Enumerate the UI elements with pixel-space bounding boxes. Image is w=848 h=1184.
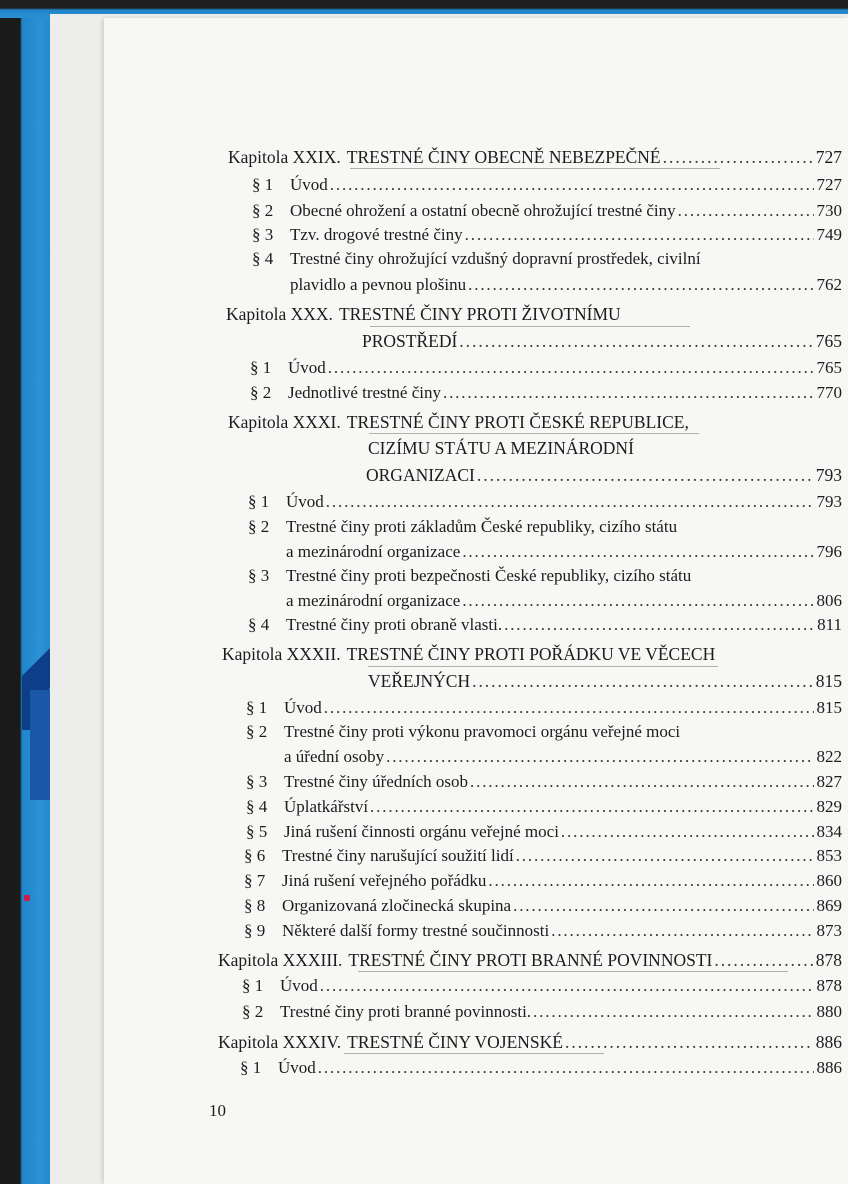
page-number: 869: [816, 896, 842, 915]
toc-section-continued: [286, 590, 842, 612]
toc-page: [104, 18, 848, 1184]
page-number: 811: [817, 615, 842, 634]
page-number: 796: [816, 542, 842, 561]
page-number: 793: [816, 492, 842, 511]
underline: [358, 971, 788, 972]
page-number: 815: [815, 671, 842, 691]
toc-section: [246, 796, 842, 818]
toc-section: [244, 870, 842, 892]
chapter-title: TRESTNÉ ČINY OBECNĚ NEBEZPEČNÉ: [346, 147, 661, 167]
chapter-label: Kapitola XXIX.: [228, 147, 341, 167]
section-title: Jednotlivé trestné činy: [288, 383, 441, 402]
toc-section: [246, 821, 842, 843]
toc-section: [242, 975, 842, 997]
toc-section: [252, 248, 842, 270]
section-number: § 3: [252, 225, 274, 244]
page-number: 827: [816, 772, 842, 791]
chapter-title: TRESTNÉ ČINY PROTI ČESKÉ REPUBLICE,: [346, 412, 689, 432]
section-number: § 2: [252, 201, 274, 220]
section-number: § 1: [242, 976, 264, 995]
toc-chapter: [228, 146, 842, 168]
page-number: 886: [815, 1032, 842, 1052]
section-number: § 2: [246, 722, 268, 741]
section-title: Trestné činy proti obraně vlasti.: [286, 615, 503, 634]
section-title: Obecné ohrožení a ostatní obecně ohrožující trestné činy: [290, 201, 676, 220]
underline: [350, 168, 720, 169]
page-number: 730: [816, 201, 842, 220]
toc-section: [250, 357, 842, 379]
toc-section: [242, 1001, 842, 1023]
section-title: Trestné činy proti základům České republiky, cizího státu: [286, 517, 678, 536]
toc-chapter-continued: [368, 670, 842, 692]
underline: [370, 326, 690, 327]
section-title: Úvod: [284, 698, 322, 717]
toc-chapter-continued: [366, 464, 842, 486]
section-number: § 2: [250, 383, 272, 402]
toc-section: [248, 491, 842, 513]
toc-section: [252, 200, 842, 222]
page-number: 770: [816, 383, 842, 402]
section-number: § 3: [246, 772, 268, 791]
section-title-continued: a mezinárodní organizace: [286, 542, 461, 561]
page-number: 873: [816, 921, 842, 940]
section-title: Jiná rušení činnosti orgánu veřejné moci: [284, 822, 559, 841]
page-number: 853: [816, 846, 842, 865]
toc-chapter-continued: [368, 437, 842, 459]
section-number: § 9: [244, 921, 266, 940]
section-title-continued: a úřední osoby: [284, 747, 385, 766]
section-title: Tzv. drogové trestné činy: [290, 225, 463, 244]
chapter-title: TRESTNÉ ČINY PROTI ŽIVOTNÍMU: [338, 304, 621, 324]
toc-section: [252, 174, 842, 196]
table-of-contents: [104, 18, 848, 1184]
toc-section: [246, 697, 842, 719]
page-number: 834: [816, 822, 842, 841]
page-number: 727: [815, 147, 842, 167]
toc-chapter: [226, 303, 842, 325]
section-title: Úvod: [280, 976, 318, 995]
page-number: 806: [816, 591, 842, 610]
page-number: 878: [816, 976, 842, 995]
chapter-title-continued: VEŘEJNÝCH: [368, 671, 471, 691]
chapter-title: TRESTNÉ ČINY PROTI POŘÁDKU VE VĚCECH: [346, 644, 716, 664]
toc-section: [244, 845, 842, 867]
section-title: Úvod: [278, 1058, 316, 1077]
chapter-title-continued: ORGANIZACI: [366, 465, 475, 485]
page-number: 765: [816, 358, 842, 377]
section-title: Trestné činy proti bezpečnosti České republiky, cizího státu: [286, 566, 692, 585]
page-number: 886: [816, 1058, 842, 1077]
toc-section: [248, 614, 842, 636]
section-number: § 6: [244, 846, 266, 865]
page-number: 878: [815, 950, 842, 970]
toc-section: [246, 771, 842, 793]
section-number: § 1: [252, 175, 274, 194]
section-title: Trestné činy proti branné povinnosti.: [280, 1002, 532, 1021]
page-number: 829: [816, 797, 842, 816]
page-number: 765: [815, 331, 842, 351]
section-number: § 4: [246, 797, 268, 816]
toc-chapter: [218, 949, 842, 971]
section-number: § 1: [250, 358, 272, 377]
toc-chapter: [228, 411, 842, 433]
section-number: § 1: [246, 698, 268, 717]
chapter-label: Kapitola XXX.: [226, 304, 333, 324]
toc-section: [248, 516, 842, 538]
page-number: 793: [815, 465, 842, 485]
section-number: § 4: [248, 615, 270, 634]
section-title: Trestné činy proti výkonu pravomoci orgánu veřejné moci: [284, 722, 681, 741]
toc-section: [244, 895, 842, 917]
section-title: Jiná rušení veřejného pořádku: [282, 871, 487, 890]
toc-section: [250, 382, 842, 404]
chapter-label: Kapitola XXXIII.: [218, 950, 343, 970]
chapter-title: TRESTNÉ ČINY VOJENSKÉ: [347, 1032, 563, 1052]
section-number: § 1: [248, 492, 270, 511]
section-number: § 1: [240, 1058, 262, 1077]
page-number: 880: [816, 1002, 842, 1021]
page-number: 749: [816, 225, 842, 244]
toc-chapter: [218, 1031, 842, 1053]
toc-section: [248, 565, 842, 587]
chapter-title-continued: CIZÍMU STÁTU A MEZINÁRODNÍ: [368, 438, 634, 458]
section-title: Trestné činy ohrožující vzdušný dopravní prostředek, civilní: [290, 249, 701, 268]
section-title: Organizovaná zločinecká skupina: [282, 896, 512, 915]
page-number: 815: [816, 698, 842, 717]
chapter-label: Kapitola XXXIV.: [218, 1032, 342, 1052]
underline: [369, 433, 699, 434]
chapter-label: Kapitola XXXI.: [228, 412, 341, 432]
section-number: § 2: [242, 1002, 264, 1021]
section-number: § 3: [248, 566, 270, 585]
toc-section-continued: [290, 274, 842, 296]
section-title: Úvod: [286, 492, 324, 511]
toc-section: [244, 920, 842, 942]
section-title: Úvod: [288, 358, 326, 377]
section-title: Některé další formy trestné součinnosti: [282, 921, 550, 940]
toc-section-continued: [284, 746, 842, 768]
underline: [344, 1053, 604, 1054]
section-number: § 4: [252, 249, 274, 268]
toc-chapter-continued: [362, 330, 842, 352]
section-number: § 8: [244, 896, 266, 915]
toc-section: [240, 1057, 842, 1079]
section-title: Trestné činy úředních osob: [284, 772, 468, 791]
section-title: Úvod: [290, 175, 328, 194]
toc-chapter: [222, 643, 842, 665]
section-title: Úplatkářství: [284, 797, 369, 816]
page-number: 762: [816, 275, 842, 294]
section-title-continued: a mezinárodní organizace: [286, 591, 461, 610]
section-number: § 2: [248, 517, 270, 536]
chapter-label: Kapitola XXXII.: [222, 644, 341, 664]
section-title: Trestné činy narušující soužití lidí: [282, 846, 514, 865]
section-number: § 5: [246, 822, 268, 841]
underline: [368, 666, 718, 667]
toc-section-continued: [286, 541, 842, 563]
chapter-title: TRESTNÉ ČINY PROTI BRANNÉ POVINNOSTI: [348, 950, 713, 970]
page-folio: 10: [209, 1101, 226, 1120]
section-number: § 7: [244, 871, 266, 890]
toc-section: [252, 224, 842, 246]
chapter-title-continued: PROSTŘEDÍ: [362, 331, 458, 351]
toc-section: [246, 721, 842, 743]
cover-decoration: [24, 895, 30, 901]
page-number: 727: [816, 175, 842, 194]
page-number: 822: [816, 747, 842, 766]
page-number: 860: [816, 871, 842, 890]
section-title-continued: plavidlo a pevnou plošinu: [290, 275, 467, 294]
